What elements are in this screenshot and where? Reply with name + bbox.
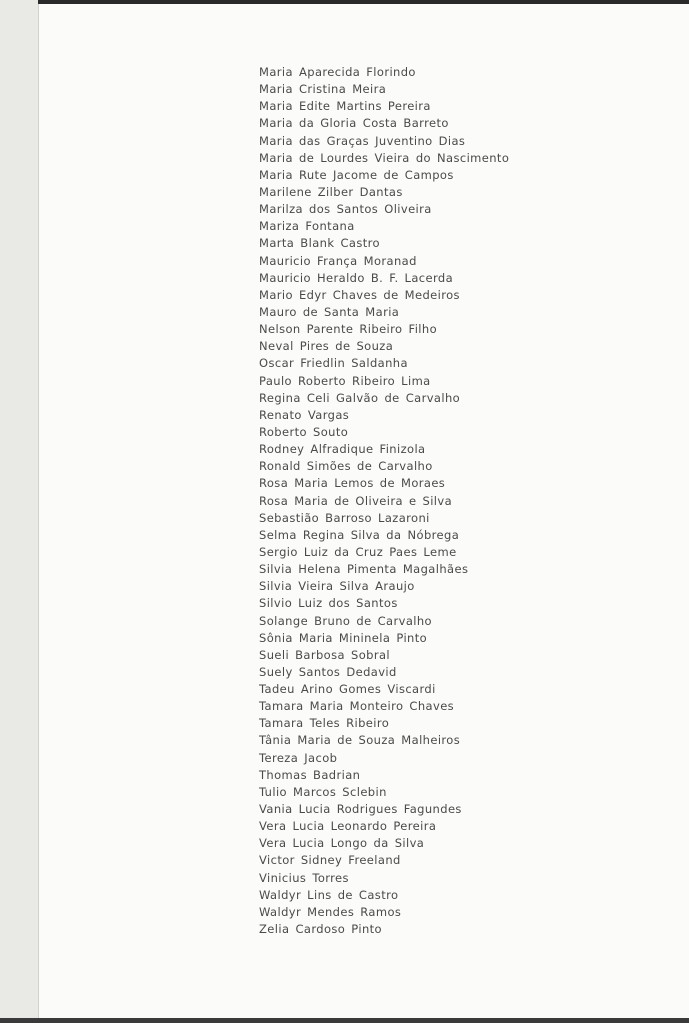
name-list-item: Mariza Fontana	[259, 219, 355, 234]
name-list-item: Mario Edyr Chaves de Medeiros	[259, 287, 460, 302]
name-list-item: Tulio Marcos Sclebin	[259, 784, 387, 799]
name-list-item: Selma Regina Silva da Nóbrega	[259, 527, 460, 542]
name-list-item: Neval Pires de Souza	[259, 339, 394, 354]
name-list-item: Vinicius Torres	[259, 870, 349, 885]
name-list-item: Regina Celi Galvão de Carvalho	[259, 390, 461, 405]
name-list-item: Sergio Luiz da Cruz Paes Leme	[259, 544, 457, 559]
name-list-item: Maria Cristina Meira	[259, 82, 387, 97]
name-list-item: Maria da Gloria Costa Barreto	[259, 116, 449, 131]
name-list-item: Rosa Maria de Oliveira e Silva	[259, 493, 453, 508]
name-list-item: Rosa Maria Lemos de Moraes	[259, 476, 446, 491]
name-list-item: Maria Rute Jacome de Campos	[259, 167, 454, 182]
name-list-item: Maria Aparecida Florindo	[259, 65, 416, 79]
name-list-item: Solange Bruno de Carvalho	[259, 613, 432, 628]
name-list-item: Maria Edite Martins Pereira	[259, 99, 431, 114]
name-list-item: Marilene Zilber Dantas	[259, 184, 403, 199]
name-list-item: Silvia Vieira Silva Araujo	[259, 579, 415, 594]
name-list-item: Mauricio França Moranad	[259, 253, 417, 268]
name-list-item: Tamara Maria Monteiro Chaves	[259, 699, 455, 714]
name-list-item: Tamara Teles Ribeiro	[259, 716, 390, 731]
name-list-item: Waldyr Lins de Castro	[259, 887, 399, 902]
name-list-item: Sueli Barbosa Sobral	[259, 647, 391, 662]
name-list-item: Mauro de Santa Maria	[259, 304, 400, 319]
name-list-item: Marilza dos Santos Oliveira	[259, 202, 432, 217]
name-list-item: Sônia Maria Mininela Pinto	[259, 630, 428, 645]
name-list-item: Suely Santos Dedavid	[259, 664, 397, 679]
name-list-item: Silvia Helena Pimenta Magalhães	[259, 562, 469, 577]
name-list	[259, 64, 509, 938]
name-list-item: Marta Blank Castro	[259, 236, 380, 251]
name-list-item: Mauricio Heraldo B. F. Lacerda	[259, 270, 454, 285]
name-list-item: Maria de Lourdes Vieira do Nascimento	[259, 150, 510, 165]
name-list-item: Vania Lucia Rodrigues Fagundes	[259, 802, 462, 817]
name-list-item: Roberto Souto	[259, 424, 349, 439]
name-list-item: Tânia Maria de Souza Malheiros	[259, 733, 461, 748]
name-list-item: Zelia Cardoso Pinto	[259, 922, 382, 937]
name-list-item: Rodney Alfradique Finizola	[259, 442, 426, 457]
name-list-item: Paulo Roberto Ribeiro Lima	[259, 373, 431, 388]
name-list-item: Victor Sidney Freeland	[259, 853, 401, 868]
scan-bottom-border	[0, 1018, 689, 1023]
name-list-item: Oscar Friedlin Saldanha	[259, 356, 408, 371]
document-page	[39, 4, 689, 1018]
name-list-item: Maria das Graças Juventino Dias	[259, 133, 466, 148]
name-list-item: Renato Vargas	[259, 407, 350, 422]
name-list-item: Vera Lucia Longo da Silva	[259, 836, 425, 851]
name-list-item: Sebastião Barroso Lazaroni	[259, 510, 430, 525]
name-list-item: Silvio Luiz dos Santos	[259, 596, 398, 611]
name-list-item: Tereza Jacob	[259, 750, 338, 765]
scan-left-margin	[0, 0, 39, 1023]
name-list-item: Vera Lucia Leonardo Pereira	[259, 819, 437, 834]
name-list-item: Tadeu Arino Gomes Viscardi	[259, 682, 436, 697]
name-list-item: Thomas Badrian	[259, 767, 361, 782]
name-list-item: Nelson Parente Ribeiro Filho	[259, 322, 438, 337]
name-list-item: Waldyr Mendes Ramos	[259, 904, 402, 919]
name-list-item: Ronald Simões de Carvalho	[259, 459, 433, 474]
